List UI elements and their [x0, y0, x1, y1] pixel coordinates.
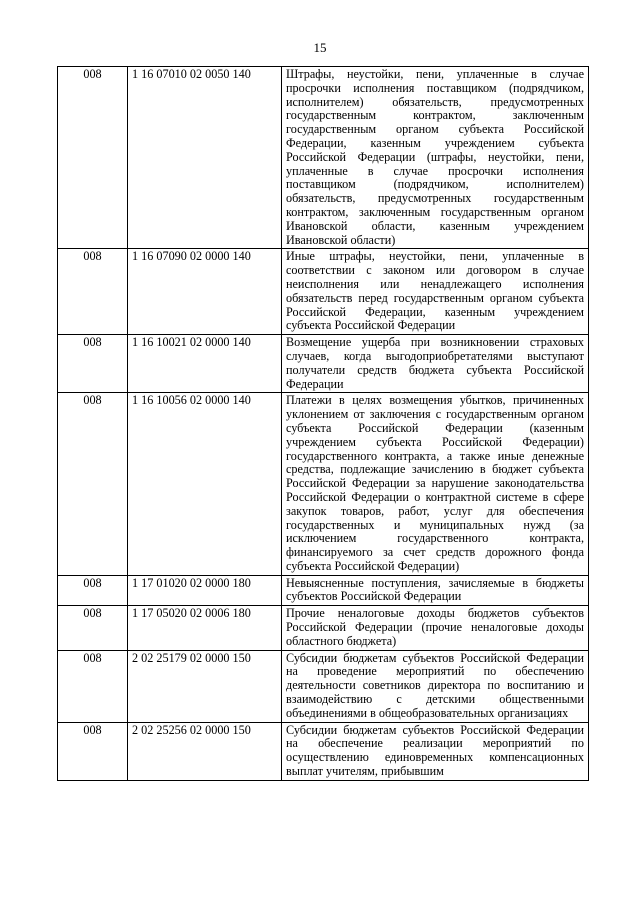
budget-code-cell: 1 16 07010 02 0050 140 [128, 67, 282, 249]
description-cell: Штрафы, неустойки, пени, уплаченные в случае просрочки исполнения поставщиком (подрядчиком, исполнителем) обязательств, предусмотренных государственным контрактом, заключенным государственным органом субъекта Российской Федерации, казенным учреждением субъекта Российской Федерации (штрафы, неустойки, пени, уплаченные в случае просрочки исполнения поставщиком (подрядчиком, исполнителем) обязательств, предусмотренных государственным контрактом, заключенным государственным органом Ивановской области, казенным учреждением Ивановской области) [282, 67, 589, 249]
table-row [58, 722, 589, 780]
budget-code-cell: 1 16 10021 02 0000 140 [128, 335, 282, 393]
admin-code-cell: 008 [58, 722, 128, 780]
budget-classification-table [57, 66, 589, 781]
description-cell: Прочие неналоговые доходы бюджетов субъектов Российской Федерации (прочие неналоговые доходы областного бюджета) [282, 606, 589, 650]
description-cell: Возмещение ущерба при возникновении страховых случаев, когда выгодоприобретателями выступают получатели средств бюджета субъекта Российской Федерации [282, 335, 589, 393]
page-number: 15 [313, 40, 327, 55]
table-row [58, 575, 589, 606]
budget-code-cell: 1 16 07090 02 0000 140 [128, 249, 282, 335]
description-cell: Платежи в целях возмещения убытков, причиненных уклонением от заключения с государственным органом субъекта Российской Федерации (казенным учреждением субъекта Российской Федерации) государственного контракта, а также иные денежные средства, подлежащие зачислению в бюджет субъекта Российской Федерации за нарушение законодательства Российской Федерации о контрактной системе в сфере закупок товаров, работ, услуг для обеспечения государственных и муниципальных нужд (за исключением государственного контракта, финансируемого за счет средств дорожного фонда субъекта Российской Федерации) [282, 393, 589, 575]
budget-code-cell: 2 02 25256 02 0000 150 [128, 722, 282, 780]
admin-code-cell: 008 [58, 249, 128, 335]
admin-code-cell: 008 [58, 606, 128, 650]
description-cell: Иные штрафы, неустойки, пени, уплаченные в соответствии с законом или договором в случае неисполнения или ненадлежащего исполнения обязательств перед государственным органом субъекта Российской Федерации, казенным учреждением субъекта Российской Федерации [282, 249, 589, 335]
table-row [58, 606, 589, 650]
description-cell: Субсидии бюджетам субъектов Российской Федерации на проведение мероприятий по обеспечению деятельности советников директора по воспитанию и взаимодействию с детскими общественными объединениями в общеобразовательных организациях [282, 650, 589, 722]
budget-code-cell: 1 17 01020 02 0000 180 [128, 575, 282, 606]
budget-code-cell: 2 02 25179 02 0000 150 [128, 650, 282, 722]
budget-code-cell: 1 16 10056 02 0000 140 [128, 393, 282, 575]
admin-code-cell: 008 [58, 575, 128, 606]
admin-code-cell: 008 [58, 67, 128, 249]
table-row [58, 393, 589, 575]
admin-code-cell: 008 [58, 650, 128, 722]
table-row [58, 67, 589, 249]
budget-code-cell: 1 17 05020 02 0006 180 [128, 606, 282, 650]
description-cell: Невыясненные поступления, зачисляемые в бюджеты субъектов Российской Федерации [282, 575, 589, 606]
table-row [58, 249, 589, 335]
admin-code-cell: 008 [58, 335, 128, 393]
table-row [58, 335, 589, 393]
description-cell: Субсидии бюджетам субъектов Российской Федерации на обеспечение реализации мероприятий по осуществлению единовременных компенсационных выплат учителям, прибывшим [282, 722, 589, 780]
admin-code-cell: 008 [58, 393, 128, 575]
table-row [58, 650, 589, 722]
